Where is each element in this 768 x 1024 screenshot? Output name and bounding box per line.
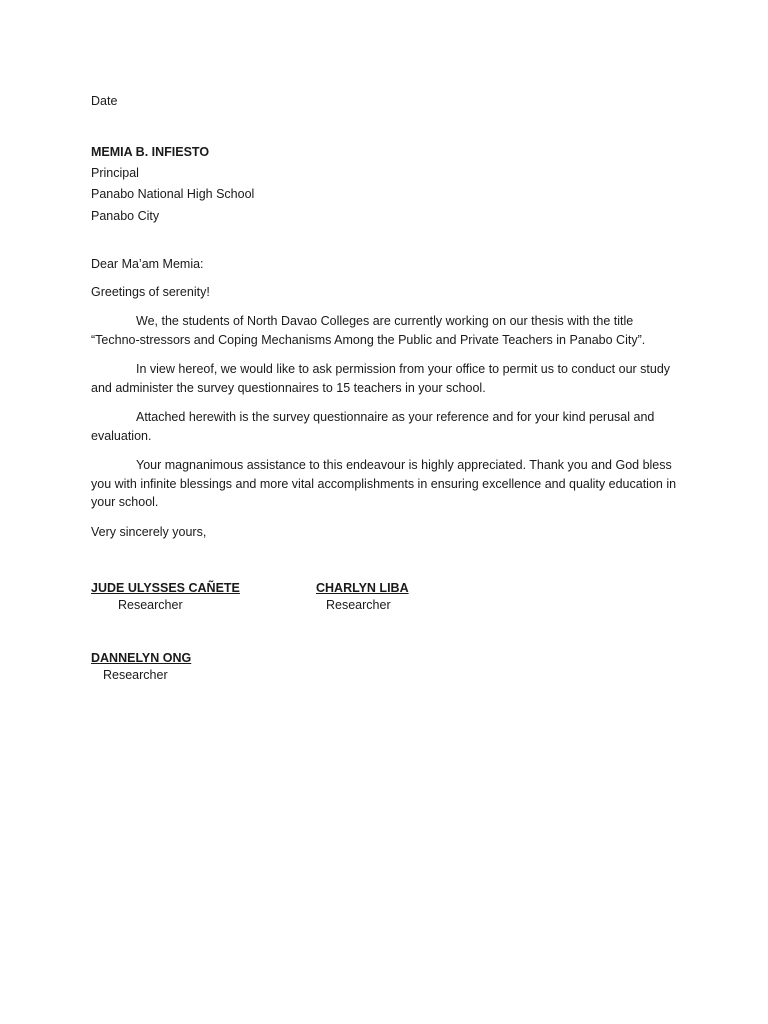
signatory-role: Researcher xyxy=(103,668,168,682)
recipient-position: Principal xyxy=(91,166,139,180)
body-paragraph: Your magnanimous assistance to this endeavour is highly appreciated. Thank you and God bless you with infinite blessings and more vital accomplishments in ensuring excellence and quality education in your school. xyxy=(91,458,677,509)
salutation: Dear Ma’am Memia: xyxy=(91,257,204,271)
recipient-city: Panabo City xyxy=(91,209,160,223)
signatory-role: Researcher xyxy=(326,598,391,612)
body-paragraph: Attached herewith is the survey questionnaire as your reference and for your kind perusal and evaluation. xyxy=(91,410,655,443)
body-paragraph: In view hereof, we would like to ask permission from your office to permit us to conduct our study and administer the survey questionnaires to 15 teachers in your school. xyxy=(91,362,671,395)
signatory-role: Researcher xyxy=(118,598,183,612)
recipient-name: MEMIA B. INFIESTO xyxy=(91,145,210,159)
letter-date: Date xyxy=(91,94,118,108)
closing: Very sincerely yours, xyxy=(91,525,207,539)
signatory-name: CHARLYN LIBA xyxy=(316,581,409,595)
greeting: Greetings of serenity! xyxy=(91,285,210,299)
signatory-name: JUDE ULYSSES CAÑETE xyxy=(91,581,240,595)
body-paragraph: We, the students of North Davao Colleges are currently working on our thesis with the title “Techno-stressors and Coping Mechanisms Among the Public and Private Teachers in Panabo City”. xyxy=(91,314,646,347)
recipient-school: Panabo National High School xyxy=(91,187,255,201)
signatory-name: DANNELYN ONG xyxy=(91,651,192,665)
